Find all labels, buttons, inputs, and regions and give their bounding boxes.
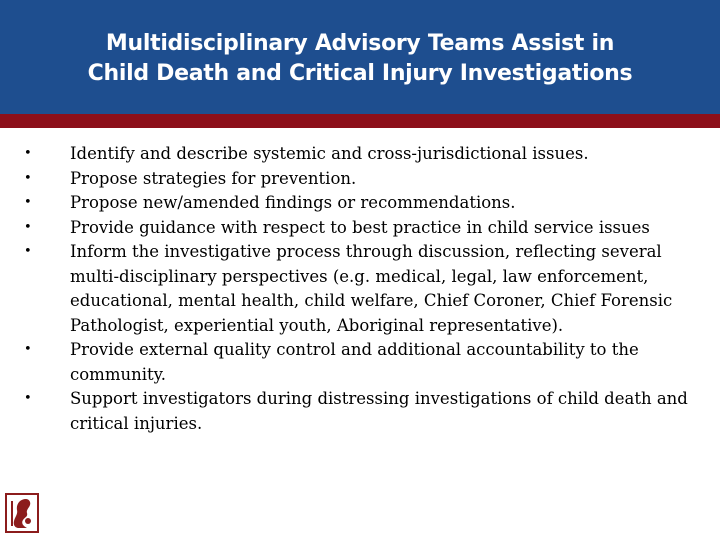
title-line-1: Multidisciplinary Advisory Teams Assist in <box>105 31 615 56</box>
child-silhouette-logo-icon <box>5 493 39 533</box>
bullet-item <box>22 240 692 338</box>
bullet-text: Provide external quality control and additional accountability to the community. <box>70 340 639 384</box>
bullet-item <box>22 338 692 387</box>
bullet-icon: • <box>24 244 32 259</box>
bullet-icon: • <box>24 219 32 235</box>
bullet-item <box>22 216 692 241</box>
bullet-item <box>22 191 692 216</box>
bullet-icon: • <box>24 170 32 186</box>
bullet-icon: • <box>24 195 32 210</box>
title-line-2: Child Death and Critical Injury Investigations <box>87 61 633 86</box>
bullet-item <box>22 387 692 436</box>
bullet-text: Identify and describe systemic and cross-jurisdictional issues. <box>70 144 589 163</box>
bullet-text: Propose new/amended findings or recommendations. <box>70 193 516 212</box>
bullet-text: Provide guidance with respect to best practice in child service issues <box>70 217 650 237</box>
bullet-icon: • <box>24 342 32 357</box>
bullet-item <box>22 142 692 167</box>
bullet-icon: • <box>24 391 32 406</box>
slide-title <box>88 25 633 89</box>
bullet-list <box>22 142 692 436</box>
bullet-icon: • <box>24 146 32 161</box>
header-divider-stripe <box>0 114 720 128</box>
slide-header <box>0 0 720 114</box>
bullet-text: Propose strategies for prevention. <box>70 168 357 188</box>
bullet-item <box>22 167 692 192</box>
bullet-text: Support investigators during distressing investigations of child death and critical injuries. <box>70 389 688 433</box>
bullet-text: Inform the investigative process through discussion, reflecting several multi-disciplinary perspectives (e.g. medical, legal, law enforcement, educational, mental health, child welfare, Chief Coroner, Chief Forensic Pathologist, experiential youth, Aboriginal representative). <box>70 242 673 335</box>
